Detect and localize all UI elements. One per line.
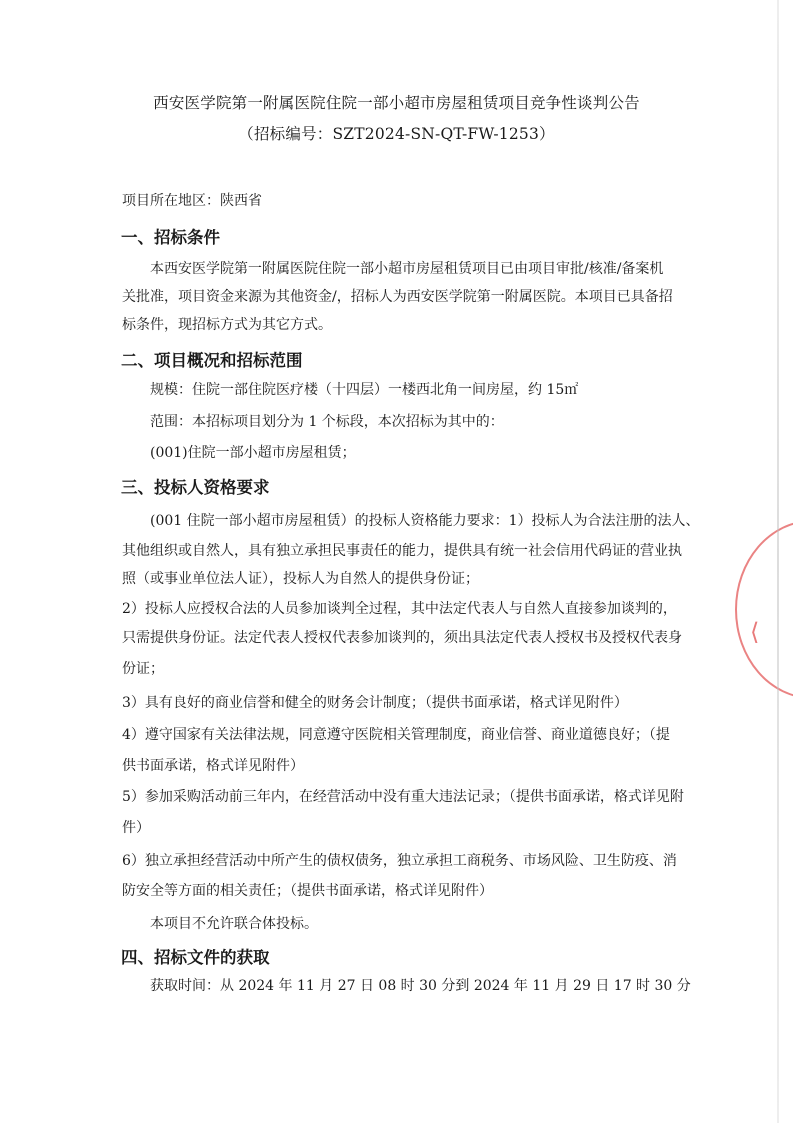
section-1-heading: 一、招标条件 bbox=[121, 228, 220, 247]
s2-range: 范围：本招标项目划分为 1 个标段，本次招标为其中的： bbox=[150, 414, 504, 430]
s2-scale: 规模：住院一部住院医疗楼（十四层）一楼西北角一间房屋，约 15㎡ bbox=[150, 382, 579, 398]
s3-req-line: 件） bbox=[122, 820, 150, 836]
s3-req-line: 4）遵守国家有关法律法规，同意遵守医院相关管理制度，商业信誉、商业道德良好；（提 bbox=[122, 727, 670, 743]
s3-joint-bid: 本项目不允许联合体投标。 bbox=[150, 916, 318, 932]
s1-para-line: 关批准，项目资金来源为其他资金/，招标人为西安医学院第一附属医院。本项目已具备招 bbox=[122, 289, 673, 305]
s2-lot: (001)住院一部小超市房屋租赁； bbox=[150, 445, 356, 461]
s3-req-line: 其他组织或自然人，具有独立承担民事责任的能力，提供具有统一社会信用代码证的营业执 bbox=[122, 543, 682, 559]
s3-req-line: 防安全等方面的相关责任；（提供书面承诺，格式详见附件） bbox=[122, 883, 493, 899]
s3-req-line: 只需提供身份证。法定代表人授权代表参加谈判的，须出具法定代表人授权书及授权代表身 bbox=[122, 630, 682, 646]
section-3-heading: 三、投标人资格要求 bbox=[121, 478, 270, 497]
s3-req-line: 供书面承诺，格式详见附件） bbox=[122, 758, 304, 774]
s4-time: 获取时间：从 2024 年 11 月 27 日 08 时 30 分到 2024 年 11 月 29 日 17 时 30 分 bbox=[150, 978, 691, 994]
s3-req-line: 照（或事业单位法人证），投标人为自然人的提供身份证； bbox=[122, 571, 479, 587]
s1-para-line: 本西安医学院第一附属医院住院一部小超市房屋租赁项目已由项目审批/核准/备案机 bbox=[150, 261, 664, 277]
scan-edge-divider bbox=[777, 0, 779, 1123]
doc-title: 西安医学院第一附属医院住院一部小超市房屋租赁项目竞争性谈判公告 bbox=[153, 94, 640, 112]
s3-req-line: 份证； bbox=[122, 661, 164, 677]
s3-req-line: 6）独立承担经营活动中所产生的债权债务，独立承担工商税务、市场风险、卫生防疫、消 bbox=[122, 853, 677, 869]
section-2-heading: 二、项目概况和招标范围 bbox=[121, 351, 303, 370]
seal-fragment-icon: ⟨ bbox=[750, 618, 760, 646]
project-region: 项目所在地区：陕西省 bbox=[122, 193, 262, 209]
tender-number: （招标编号：SZT2024-SN-QT-FW-1253） bbox=[238, 125, 555, 143]
s3-req-line: 3）具有良好的商业信誉和健全的财务会计制度；（提供书面承诺，格式详见附件） bbox=[122, 695, 628, 711]
s3-req-line: 2）投标人应授权合法的人员参加谈判全过程，其中法定代表人与自然人直接参加谈判的， bbox=[122, 601, 677, 617]
s3-req-line: (001 住院一部小超市房屋租赁）的投标人资格能力要求：1）投标人为合法注册的法人、 bbox=[150, 513, 700, 529]
s1-para-line: 标条件，现招标方式为其它方式。 bbox=[122, 317, 332, 333]
s3-req-line: 5）参加采购活动前三年内，在经营活动中没有重大违法记录；（提供书面承诺，格式详见附 bbox=[122, 789, 684, 805]
red-official-seal-icon bbox=[735, 520, 793, 699]
section-4-heading: 四、招标文件的获取 bbox=[121, 948, 270, 967]
